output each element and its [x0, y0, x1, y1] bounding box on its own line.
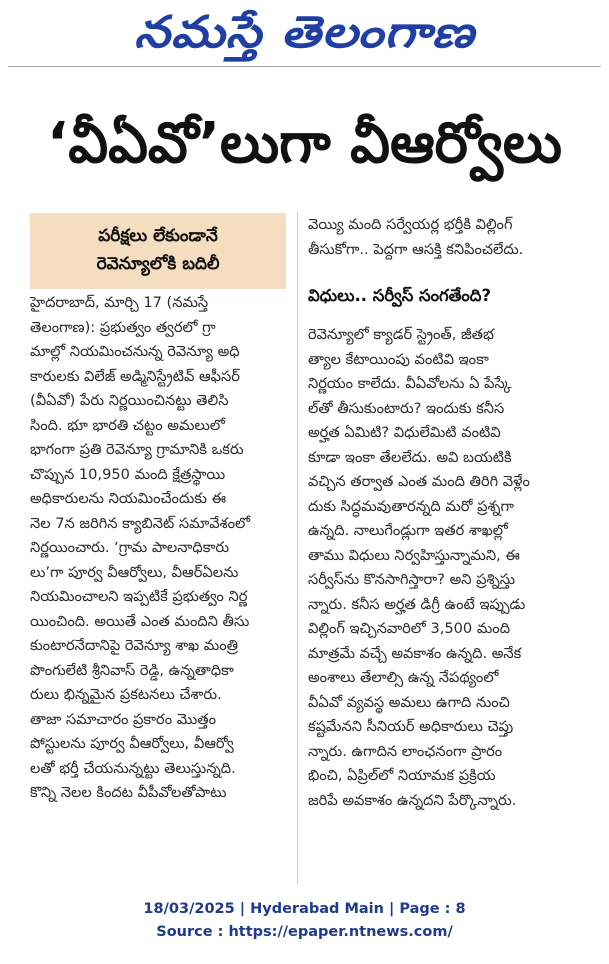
subtitle-line: రెవెన్యూలోకి బదిలీ: [96, 254, 220, 274]
column-divider: [297, 212, 298, 884]
text-line: తాము విధులు నిర్వహిస్తున్నామని, ఈ: [308, 546, 520, 564]
text-line: అర్హత ఏమిటి? విధులేమిటి వంటివి: [308, 424, 501, 441]
text-line: రులు భిన్నమైన ప్రకటనలు చేశారు.: [30, 686, 222, 703]
text-line: అధికారులను నియమించేందుకు ఈ: [30, 490, 227, 507]
text-line: కారులకు విలేజ్ అడ్మినిస్ట్రేటివ్ ఆఫీసర్: [30, 367, 240, 385]
section-subheading: విధులు.. సర్వీస్ సంగతేంది?: [308, 286, 492, 305]
text-line: వచ్చిన తర్వాత ఎంత మంది తిరిగి వెళ్లేం: [308, 473, 530, 490]
text-line: పొంగులేటి శ్రీనివాస్ రెడ్డి, ఉన్నతాధికా: [30, 661, 234, 679]
text-line: తీసుకోగా.. పెద్దగా ఆసక్తి కనిపించలేదు.: [308, 240, 524, 258]
right-column-intro: [308, 213, 594, 262]
text-line: జరిపే అవకాశం ఉన్నదని పేర్కొన్నారు.: [308, 791, 517, 809]
text-line: లతో భర్తీ చేయనున్నట్టు తెలుస్తున్నది.: [30, 759, 236, 777]
masthead-divider: [8, 66, 601, 67]
subtitle-box: [30, 213, 286, 289]
text-line: న్నారు. ఉగాదిన లాంఛనంగా ప్రారం: [308, 742, 503, 760]
newspaper-masthead: నమస్తే తెలంగాణ: [134, 7, 475, 58]
text-line: భించి, ఏప్రిల్‌లో నియామక ప్రక్రియ: [308, 767, 496, 784]
text-line: వెయ్యి మంది సర్వేయర్ల భర్తీకి విల్లింగ్: [308, 216, 513, 233]
text-line: హైదరాబాద్, మార్చి 17 (నమస్తే: [30, 294, 209, 311]
text-line: కష్టమేనని సీనియర్ అధికారులు చెప్తు: [308, 718, 514, 735]
text-line: నిర్ణయం కాలేదు. వీఏవోలను ఏ పేస్కే: [308, 375, 512, 392]
text-line: మాత్రమే వచ్చే అవకాశం ఉన్నది. అనేక: [308, 644, 522, 662]
text-line: ల్‌తో తీసుకుంటారు? ఇందుకు కనీస: [308, 399, 505, 417]
text-line: కుంటారనేదానిపై రెవెన్యూ శాఖ మంత్రి: [30, 637, 239, 654]
right-column-text: [308, 323, 594, 813]
text-line: తెలంగాణ): ప్రభుత్వం త్వరలో గ్రా: [30, 318, 216, 336]
article-headline: ‘వీఏవో’లుగా వీఆర్వోలు: [47, 111, 562, 176]
text-line: త్యాల కేటాయింపు వంటివి ఇంకా: [308, 350, 489, 368]
text-line: రెవెన్యూలో క్యాడర్ స్ట్రెంత్, జీతభ: [308, 326, 494, 343]
footer-source-link[interactable]: Source : https://epaper.ntnews.com/: [156, 924, 453, 940]
text-line: కూడా ఇంకా తేలలేదు. అవి బయటికి: [308, 448, 512, 466]
text-line: (వీఏవో) పేరు నిర్ణయించినట్టు తెలిసి: [30, 392, 229, 409]
text-line: మాల్లో నియమించనున్న రెవెన్యూ అధి: [30, 343, 240, 360]
text-line: యించింది. అయితే ఎంత మందిని తీసు: [30, 612, 250, 630]
text-line: వీఏవో వ్యవస్థ అమలు ఉగాది నుంచి: [308, 693, 510, 711]
text-line: నెల 7న జరిగిన క్యాబినెట్ సమావేశంలో: [30, 514, 251, 532]
text-line: విల్లింగ్ ఇచ్చినవారిలో 3,500 మంది: [308, 620, 510, 637]
text-line: న్నారు. కనీస అర్హత డిగ్రీ ఉంటే ఇప్పుడు: [308, 595, 526, 613]
text-line: నియమించాలని ఇప్పటికే ప్రభుత్వం నిర్ణ: [30, 588, 248, 605]
text-line: పోస్టులను పూర్వ వీఆర్వోలు, వీఆర్వో: [30, 735, 234, 752]
text-line: లు’గా పూర్వ వీఆర్వోలు, వీఆర్ఏలను: [30, 563, 239, 581]
text-line: దుకు సిద్ధమవుతారన్నది మరో ప్రశ్నగా: [308, 497, 514, 515]
text-line: చొప్పున 10,950 మంది క్షేత్రస్థాయి: [30, 465, 226, 483]
text-line: కొన్ని నెలల కిందట వీపీవోలతోపాటు: [30, 784, 227, 801]
text-line: సర్వీస్‌ను కొనసాగిస్తారా? అని ప్రశ్నిస్తు: [308, 571, 516, 588]
text-line: భాగంగా ప్రతి రెవెన్యూ గ్రామానికి ఒకరు: [30, 441, 244, 458]
footer-edition-info: 18/03/2025 | Hyderabad Main | Page : 8: [143, 901, 466, 917]
left-column-text: [30, 291, 286, 806]
text-line: సింది. భూ భారతి చట్టం అమలులో: [30, 416, 225, 434]
text-line: నిర్ణయించారు. ‘గ్రామ పాలనాధికారు: [30, 539, 230, 556]
text-line: అంశాలు తేలాల్సి ఉన్న నేపథ్యంలో: [308, 669, 499, 686]
text-line: తాజా సమాచారం ప్రకారం మొత్తం: [30, 710, 216, 728]
subtitle-line: పరీక్షలు లేకుండానే: [98, 226, 218, 246]
text-line: ఉన్నది. నాలుగేండ్లుగా ఇతర శాఖల్లో: [308, 522, 508, 539]
